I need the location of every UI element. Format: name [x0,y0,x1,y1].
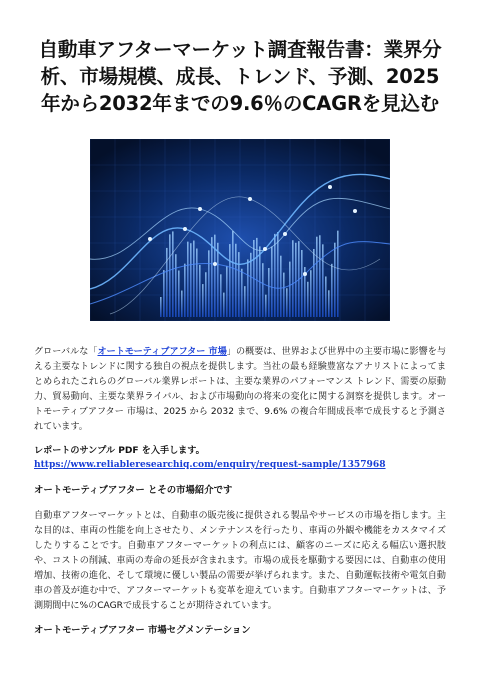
sample-request [34,445,446,472]
intro-suffix: 」の概要は、世界および世界中の主要市場に影響を与える主要なトレンドに関する独自の視点を提供します。当社の最も経験豊富なアナリストによってまとめられたこれらのグローバル業界レポートは、主要な業界のパフォーマンス トレンド、需要の原動力、貿易動向、主要な業界ライバル、および市場動向の将来の変化に関する洞察を提供します。オートモーティブアフター 市場は、2025 から 2032 まで、9.6% の複合年間成長率で成長すると予測されています。 [34,347,446,432]
intro-paragraph [34,345,446,435]
section-heading-intro: オートモーティブアフター とその市場紹介です [34,485,233,496]
sample-url-link[interactable]: https://www.reliableresearchiq.com/enquiry/request-sample/1357968 [34,459,386,470]
intro-prefix: グローバルな「 [34,347,98,357]
document-title: 自動車アフターマーケット調査報告書：業界分析、市場規模、成長、トレンド、予測、2025年から2032年までの9.6％のCAGRを見込む [38,38,442,115]
section-heading-segmentation: オートモーティブアフター 市場セグメンテーション [34,625,251,636]
data-visualization-image [90,139,390,321]
market-link[interactable]: オートモーティブアフター 市場 [97,347,227,357]
sample-label: レポートのサンプル PDF を入手します。 [34,446,205,456]
section-intro-body: 自動車アフターマーケットとは、自動車の販売後に提供される製品やサービスの市場を指します。主な目的は、車両の性能を向上させたり、メンテナンスを行ったり、車両の外観や機能をカスタマイズしたりすることです。自動車アフターマーケットの利点には、顧客のニーズに応える幅広い選択肢や、コストの削減、車両の寿命の延長が含まれます。市場の成長を駆動する要因には、自動車の使用増加、技術の進化、そして環境に優しい製品の需要が挙げられます。また、自動運転技術や電気自動車の普及が進む中で、アフターマーケットも変革を迎えています。自動車アフターマーケットは、予測期間中に%のCAGRで成長することが期待されています。 [34,511,446,611]
